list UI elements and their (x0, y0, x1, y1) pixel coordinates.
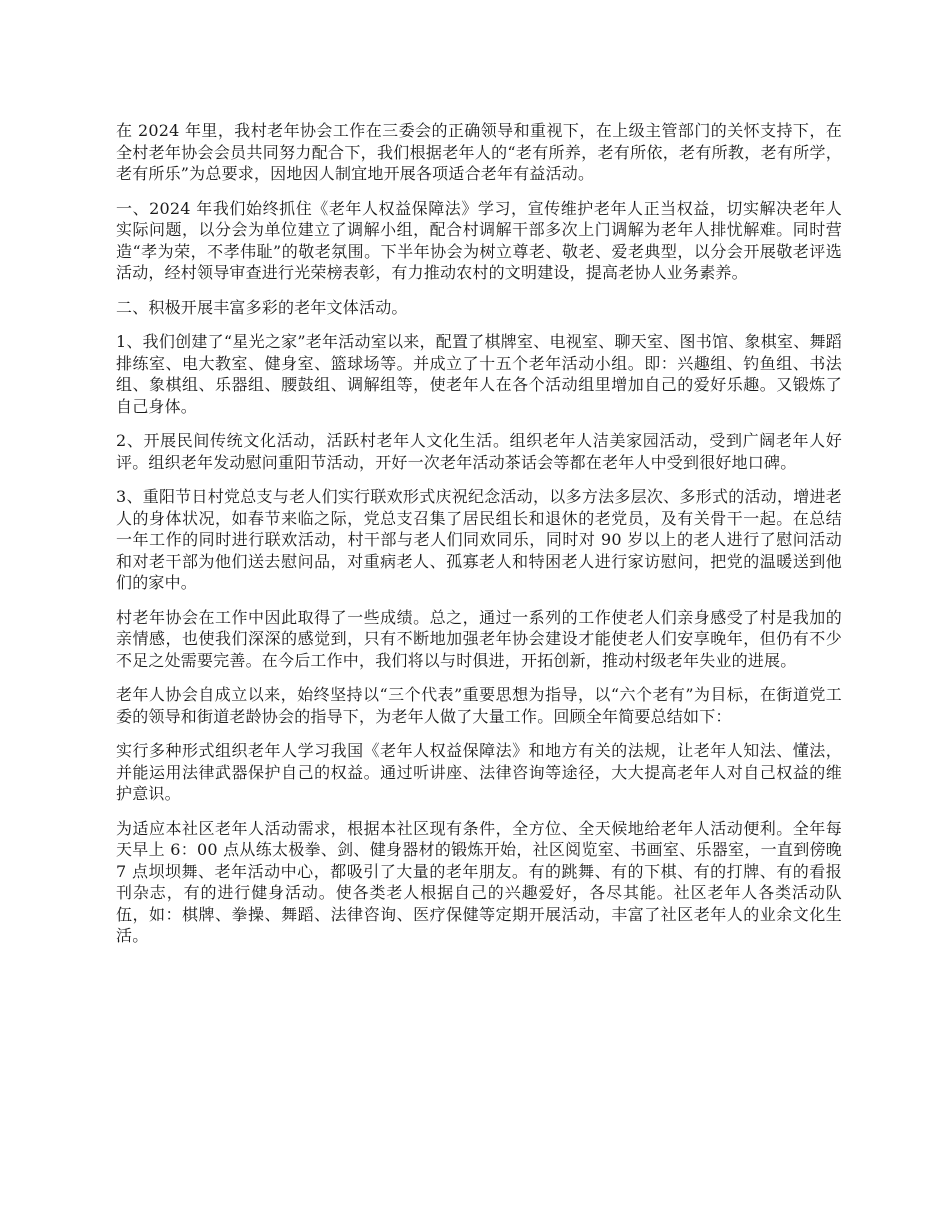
paragraph-activities: 为适应本社区老年人活动需求，根据本社区现有条件，全方位、全天候地给老年人活动便利。全年每天早上 6：00 点从练太极拳、剑、健身器材的锻炼开始，社区阅览室、书画室、乐器室，一直到傍晚 7 点坝坝舞、老年活动中心，都吸引了大量的老年朋友。有的跳舞、有的下棋、有的打牌、有的看报刊杂志，有的进行健身活动。使各类老人根据自己的兴趣爱好，各尽其能。社区老年人各类活动队伍，如：棋牌、拳操、舞蹈、法律咨询、医疗保健等定期开展活动，丰富了社区老年人的业余文化生活。 (116, 818, 842, 945)
paragraph-summary: 村老年协会在工作中因此取得了一些成绩。总之，通过一系列的工作使老人们亲身感受了村是我加的亲情感，也使我们深深的感觉到，只有不断地加强老年协会建设才能使老人们安享晚年，但仍有不少不足之处需要完善。在今后工作中，我们将以与时俱进，开拓创新，推动村级老年失业的进展。 (116, 607, 842, 670)
paragraph-law-study: 实行多种形式组织老年人学习我国《老年人权益保障法》和地方有关的法规，让老年人知法、懂法，并能运用法律武器保护自己的权益。通过听讲座、法律咨询等途径，大大提高老年人对自己权益的维护意识。 (116, 741, 842, 803)
paragraph-item-2: 2、开展民间传统文化活动，活跃村老年人文化生活。组织老年人洁美家园活动，受到广阔老年人好评。组织老年发动慰问重阳节活动，开好一次老年活动茶话会等都在老年人中受到很好地口碑。 (116, 431, 842, 472)
paragraph-item-3: 3、重阳节日村党总支与老人们实行联欢形式庆祝纪念活动，以多方法多层次、多形式的活动，增进老人的身体状况，如春节来临之际，党总支召集了居民组长和退休的老党员，及有关骨干一起。在总结一年工作的同时进行联欢活动，村干部与老人们同欢同乐，同时对 90 岁以上的老人进行了慰问活动和对老干部为他们送去慰问品，对重病老人、孤寡老人和特困老人进行家访慰问，把党的温暖送到他们的家中。 (116, 487, 842, 592)
paragraph-section-2-heading: 二、积极开展丰富多彩的老年文体活动。 (116, 297, 408, 317)
document-body (116, 120, 842, 960)
paragraph-intro: 在 2024 年里，我村老年协会工作在三委会的正确领导和重视下，在上级主管部门的关怀支持下，在全村老年协会会员共同努力配合下，我们根据老年人的“老有所养，老有所依，老有所教，老有所学，老有所乐”为总要求，因地因人制宜地开展各项适合老年有益活动。 (116, 121, 842, 183)
paragraph-item-1: 1、我们创建了“星光之家”老年活动室以来，配置了棋牌室、电视室、聊天室、图书馆、象棋室、舞蹈排练室、电大教室、健身室、篮球场等。并成立了十五个老年活动小组。即：兴趣组、钓鱼组、书法组、象棋组、乐器组、腰鼓组、调解组等，使老年人在各个活动组里增加自己的爱好乐趣。又锻炼了自己身体。 (116, 332, 842, 416)
paragraph-section-1: 一、2024 年我们始终抓住《老年人权益保障法》学习，宣传维护老年人正当权益，切实解决老年人实际问题，以分会为单位建立了调解小组，配合村调解干部多次上门调解为老年人排忧解难。同时营造“孝为荣，不孝伟耻”的敬老氛围。下半年协会为树立尊老、敬老、爱老典型，以分会开展敬老评选活动，经村领导审查进行光荣榜表彰，有力推动农村的文明建设，提高老协人业务素养。 (116, 198, 842, 282)
paragraph-review-intro: 老年人协会自成立以来，始终坚持以“三个代表”重要思想为指导，以“六个老有”为目标，在街道党工委的领导和街道老龄协会的指导下，为老年人做了大量工作。回顾全年简要总结如下： (116, 685, 842, 726)
